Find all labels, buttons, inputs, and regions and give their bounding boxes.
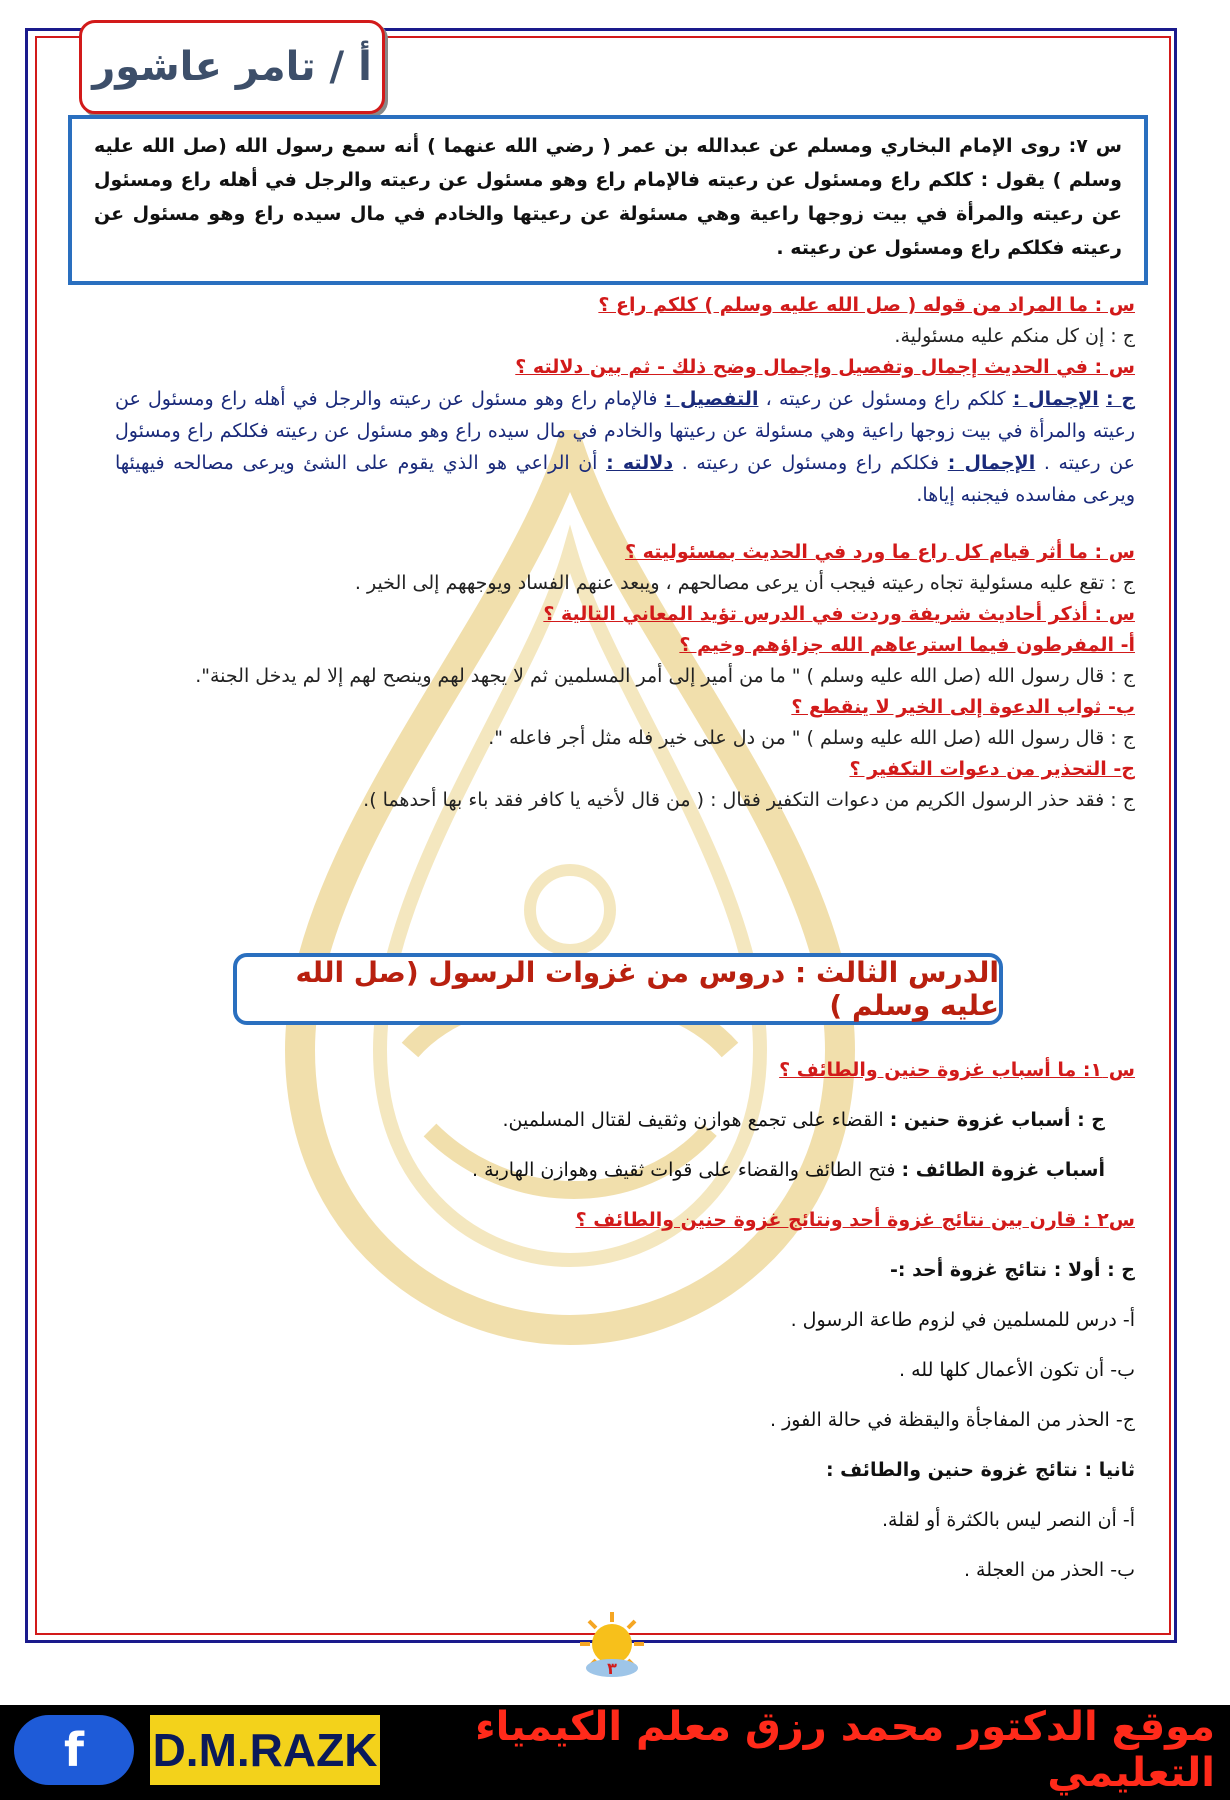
term-detail: التفصيل : [664,388,759,410]
answer-effect: ج : تقع عليه مسئولية تجاه رعيته فيجب أن يرعى مصالحهم ، ويبعد عنهم الفساد ويوجههم إلى الخير . [354,572,1135,594]
facebook-letter: f [63,1723,84,1777]
uhud-result-2: ب- أن تكون الأعمال كلها لله . [899,1359,1135,1381]
question-effect: س : ما أثر قيام كل راع ما ورد في الحديث بمسئوليته ؟ [625,541,1135,563]
spacer [115,511,1135,537]
taif-text: فتح الطائف والقضاء على قوات ثقيف وهوازن الهاربة . [472,1159,896,1181]
term-summary: الإجمال : [1012,388,1099,410]
brand-text: D.M.RAZK [152,1724,378,1776]
subquestion-reward: ب- ثواب الدعوة إلى الخير لا ينقطع ؟ [791,696,1135,718]
question-meaning: س : ما المراد من قوله ( صل الله عليه وسلم ) كلكم راع ؟ [598,294,1135,316]
hadith-text: س ٧: روى الإمام البخاري ومسلم عن عبدالله بن عمر ( رضي الله عنهما ) أنه سمع رسول الله (صل الله عليه وسلم ) يقول : كلكم راع ومسئول عن رعيته فالإمام راع وهو مسئول عن رعيته والرجل في أهله راع ومسئول عن رعيته والمرأة في بيت زوجها راعية وهي مسئولة عن رعيتها والخادم في مال سيده راع وهو مسئول عن رعيته فكلكم راع ومسئول عن رعيته . [94,135,1122,259]
facebook-icon[interactable] [14,1715,134,1785]
heading-hunayn-results: ثانيا : نتائج غزوة حنين والطائف : [825,1459,1135,1481]
qa-section-2 [115,1045,1135,1595]
footer-banner [0,1705,1230,1800]
significance-text: أن الراعي هو الذي يقوم على الشئ ويرعى مصالحه فيهيئها ويرعى مفاسده فيجنبه إياها. [115,452,1135,506]
question-hadiths: س : أذكر أحاديث شريفة وردت في الدرس تؤيد المعاني التالية ؟ [543,603,1135,625]
lesson-title-box [233,953,1003,1025]
hadith-box [68,115,1148,285]
taif-label: أسباب غزوة الطائف : [901,1159,1105,1181]
question-summary-detail: س : في الحديث إجمال وتفصيل وإجمال وضح ذلك - ثم بين دلالته ؟ [515,356,1135,378]
hunayn-text: القضاء على تجمع هوازن وثقيف لقتال المسلمين. [502,1109,884,1131]
hunayn-result-2: ب- الحذر من العجلة . [963,1559,1135,1581]
summary-text: كلكم راع ومسئول عن رعيته ، [765,388,1006,410]
answer-reward: ج : قال رسول الله (صل الله عليه وسلم ) " من دل على خير فله مثل أجر فاعله ". [488,727,1135,749]
uhud-result-3: ج- الحذر من المفاجأة واليقظة في حالة الفوز . [770,1409,1135,1431]
brand-logo[interactable] [150,1715,380,1785]
question-causes: س ١: ما أسباب غزوة حنين والطائف ؟ [779,1059,1135,1081]
answer-taif-causes [115,1145,1135,1195]
site-name[interactable] [390,1704,1215,1796]
author-title-box [79,20,385,114]
answer-hunayn-causes [115,1095,1135,1145]
uhud-result-1: أ- درس للمسلمين في لزوم طاعة الرسول . [790,1309,1135,1331]
page-number: ٣ [607,1659,617,1678]
summary-text-2: فكلكم راع ومسئول عن رعيته . [681,452,940,474]
term-summary-2: الإجمال : [947,452,1036,474]
heading-uhud-results: ج : أولا : نتائج غزوة أحد :- [889,1259,1135,1281]
term-significance: دلالته : [606,452,674,474]
answer-summary-detail [115,383,1135,511]
subquestion-negligent: أ- المفرطون فيما استرعاهم الله جزاؤهم وخيم ؟ [679,634,1135,656]
qa-section-1 [115,290,1135,816]
hunayn-result-1: أ- أن النصر ليس بالكثرة أو لقلة. [881,1509,1135,1531]
subquestion-takfir: ج- التحذير من دعوات التكفير ؟ [849,758,1135,780]
detail-text: فالإمام راع وهو مسئول عن رعيته والرجل في أهله راع ومسئول عن رعيته والمرأة في بيت زوجها راعية وهي مسئولة عن رعيتها والخادم في مال سيده راع وهو مسئول عن رعيته فكلكم راع ومسئول عن رعيته . [115,388,1135,474]
site-text: موقع الدكتور محمد رزق معلم الكيمياء التعليمي [475,1704,1215,1796]
sun-page-number-icon [572,1610,652,1680]
answer-negligent: ج : قال رسول الله (صل الله عليه وسلم ) " ما من أمير إلى أمر المسلمين ثم لا يجهد لهم وينصح لهم إلا لم يدخل الجنة". [195,665,1135,687]
answer-prefix: ج : [1105,388,1136,410]
author-name: أ / تامر عاشور [92,44,372,90]
hunayn-label: ج : أسباب غزوة حنين : [889,1109,1105,1131]
answer-takfir: ج : فقد حذر الرسول الكريم من دعوات التكفير فقال : ( من قال لأخيه يا كافر فقد باء بها أحدهما ). [363,789,1135,811]
question-compare: س٢ : قارن بين نتائج غزوة أحد ونتائج غزوة حنين والطائف ؟ [575,1209,1135,1231]
lesson-title: الدرس الثالث : دروس من غزوات الرسول (صل الله عليه وسلم ) [295,956,999,1022]
answer-meaning: ج : إن كل منكم عليه مسئولية. [894,325,1135,347]
